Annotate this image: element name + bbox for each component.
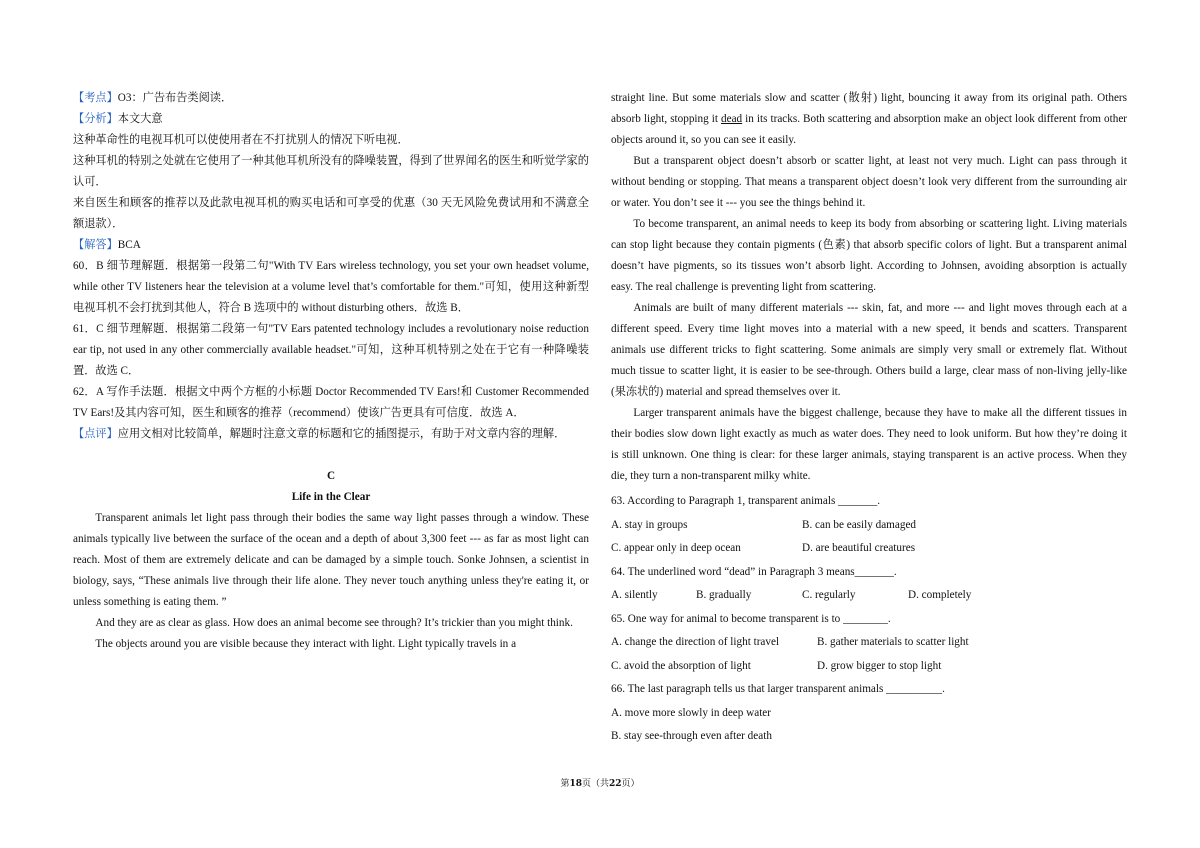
option-63-d: D. are beautiful creatures — [802, 542, 916, 554]
option-64-d: D. completely — [908, 589, 972, 601]
left-column — [73, 88, 589, 655]
option-63-a: A. stay in groups — [611, 518, 688, 531]
option-63-c: C. appear only in deep ocean — [611, 542, 741, 554]
analysis-line-1: 这种革命性的电视耳机可以使使用者在不打扰别人的情况下听电视． — [73, 134, 409, 146]
jieda-text: BCA — [117, 239, 141, 251]
option-64-c: C. regularly — [802, 589, 856, 601]
question-64: 64. The underlined word “dead” in Paragraph 3 means_______. — [611, 565, 897, 578]
analysis-line-3: 来自医生和顾客的推荐以及此款电视耳机的购买电话和可享受的优惠（30 天无风险免费试用和不满意全额退款）． — [73, 197, 589, 230]
fenxi-line — [73, 109, 589, 130]
spacer — [73, 445, 589, 466]
option-66-a: A. move more slowly in deep water — [611, 706, 772, 719]
question-65: 65. One way for animal to become transparent is to ________. — [611, 612, 891, 625]
kaodian-text: O3：广告布告类阅读． — [117, 92, 233, 104]
question-65-options-row-1 — [611, 631, 1127, 655]
option-66-b: B. stay see-through even after death — [611, 730, 772, 742]
question-66: 66. The last paragraph tells us that larger transparent animals __________. — [611, 683, 945, 695]
passage-paragraph-3-start: The objects around you are visible because they interact with light. Light typically travels in a — [95, 638, 517, 650]
section-letter: C — [326, 470, 336, 482]
fenxi-tag: 【分析】 — [73, 113, 118, 125]
question-65-options-row-2 — [611, 655, 1127, 679]
answer-62: 62．A 写作手法题．根据文中两个方框的小标题 Doctor Recommended TV Ears!和 Customer Recommended TV Ears!及其内容可知，医生和顾客的推荐（recommend）使该广告更具有可信度．故选 A． — [73, 386, 589, 419]
answer-61: 61．C 细节理解题．根据第二段第一句"TV Ears patented technology includes a revolutionary noise reduction ear tip, not used in any other commercially available headset."可知，这种耳机特别之处在于它有一种降噪装置．故选 C． — [73, 323, 589, 377]
option-65-c: C. avoid the absorption of light — [611, 659, 751, 672]
footer-page-number: 18 — [569, 779, 582, 789]
dianping-tag: 【点评】 — [73, 428, 118, 440]
kaodian-tag: 【考点】 — [73, 92, 118, 104]
footer-post: 页） — [621, 779, 640, 789]
passage-paragraph-4: But a transparent object doesn’t absorb or scatter light, at least not very much. Light can pass through it without bending or stopping. That means a transparent object doesn’t look very different from the surrounding air or water. You don’t see it --- you see the things behind it. — [611, 155, 1127, 209]
page-footer — [0, 776, 1200, 789]
fenxi-text: 本文大意 — [117, 113, 163, 125]
passage-paragraph-7: Larger transparent animals have the biggest challenge, because they have to make all the different tissues in their bodies slow down light exactly as much as water does. They need to look uniform. But how they’re doing it is still unknown. One thing is clear: for these larger animals, staying transparent is an active process. When they die, they turn a non-transparent milky white. — [611, 407, 1127, 482]
underlined-word-dead: dead — [721, 113, 743, 125]
question-63-options-row-1 — [611, 514, 1127, 538]
passage-paragraph-5: To become transparent, an animal needs to keep its body from absorbing or scattering light. Living materials can stop light because they contain pigments (色素) that absorb specific colors of light. But a transparent animal doesn’t have pigments, so its tissues won’t absorb light. According to Johnsen, avoiding absorption is actually easy. The real challenge is preventing light from scattering. — [611, 218, 1127, 293]
dianping-text: 应用文相对比较简单，解题时注意文章的标题和它的插图提示，有助于对文章内容的理解． — [117, 428, 566, 440]
option-65-a: A. change the direction of light travel — [611, 636, 780, 648]
passage-paragraph-2: And they are as clear as glass. How does an animal become see through? It’s trickier than you might think. — [95, 617, 573, 629]
section-title: Life in the Clear — [291, 491, 371, 503]
passage-paragraph-1: Transparent animals let light pass through their bodies the same way light passes through a window. These animals typically live between the surface of the ocean and a depth of about 3,300 feet --- as far as most light can reach. Most of them are extremely delicate and can be damaged by a simple touch. Sonke Johnsen, a scientist in biology, says, “These animals live through their life alone. They never touch anything unless they're eating it, or unless something is eating them. ” — [73, 512, 589, 608]
para3-text-a: straight line. But some materials slow and scatter (散射) light, bouncing it away from its original path. Others absorb light, stopping it — [611, 92, 1127, 125]
passage-paragraph-6: Animals are built of many different materials --- skin, fat, and more --- and light moves through each at a different speed. Every time light moves into a material with a new speed, it bends and scatters. Transparent animals use different tricks to fight scattering. Some animals are simply very small or extremely flat. Without much tissue to scatter light, it is easier to be see-through. Others build a large, clear mass of non-living jelly-like (果冻状的) material and spread themselves over it. — [611, 302, 1127, 398]
option-63-b: B. can be easily damaged — [802, 518, 917, 531]
dianping-line — [73, 424, 589, 445]
question-63-options-row-2 — [611, 537, 1127, 561]
analysis-line-2: 这种耳机的特别之处就在它使用了一种其他耳机所没有的降噪装置，得到了世界闻名的医生和听觉学家的认可． — [73, 155, 589, 188]
para3-text-b: in its tracks. Both scattering and absorption make an object look different from other objects around it, so you can see it easily. — [611, 113, 1128, 146]
option-64-b: B. gradually — [696, 589, 752, 601]
jieda-tag: 【解答】 — [73, 239, 118, 251]
question-63: 63. According to Paragraph 1, transparent animals _______. — [611, 495, 881, 507]
footer-mid: 页（共 — [581, 779, 609, 789]
question-64-options — [611, 584, 1127, 608]
kaodian-line — [73, 88, 589, 109]
right-column — [611, 88, 1127, 749]
jieda-line — [73, 235, 589, 256]
footer-pre: 第 — [560, 779, 570, 789]
passage-paragraph-3-end — [611, 88, 1127, 151]
option-65-b: B. gather materials to scatter light — [817, 636, 969, 648]
answer-60: 60．B 细节理解题．根据第一段第二句"With TV Ears wireless technology, you set your own headset volume, while other TV listeners hear the television at a volume level that’s comfortable for them."可知，使用这种新型电视耳机不会打扰到其他人，符合 B 选项中的 without disturbing others．故选 B． — [73, 260, 589, 314]
option-65-d: D. grow bigger to stop light — [817, 659, 942, 672]
footer-total-pages: 22 — [609, 779, 622, 789]
option-64-a: A. silently — [611, 589, 658, 601]
